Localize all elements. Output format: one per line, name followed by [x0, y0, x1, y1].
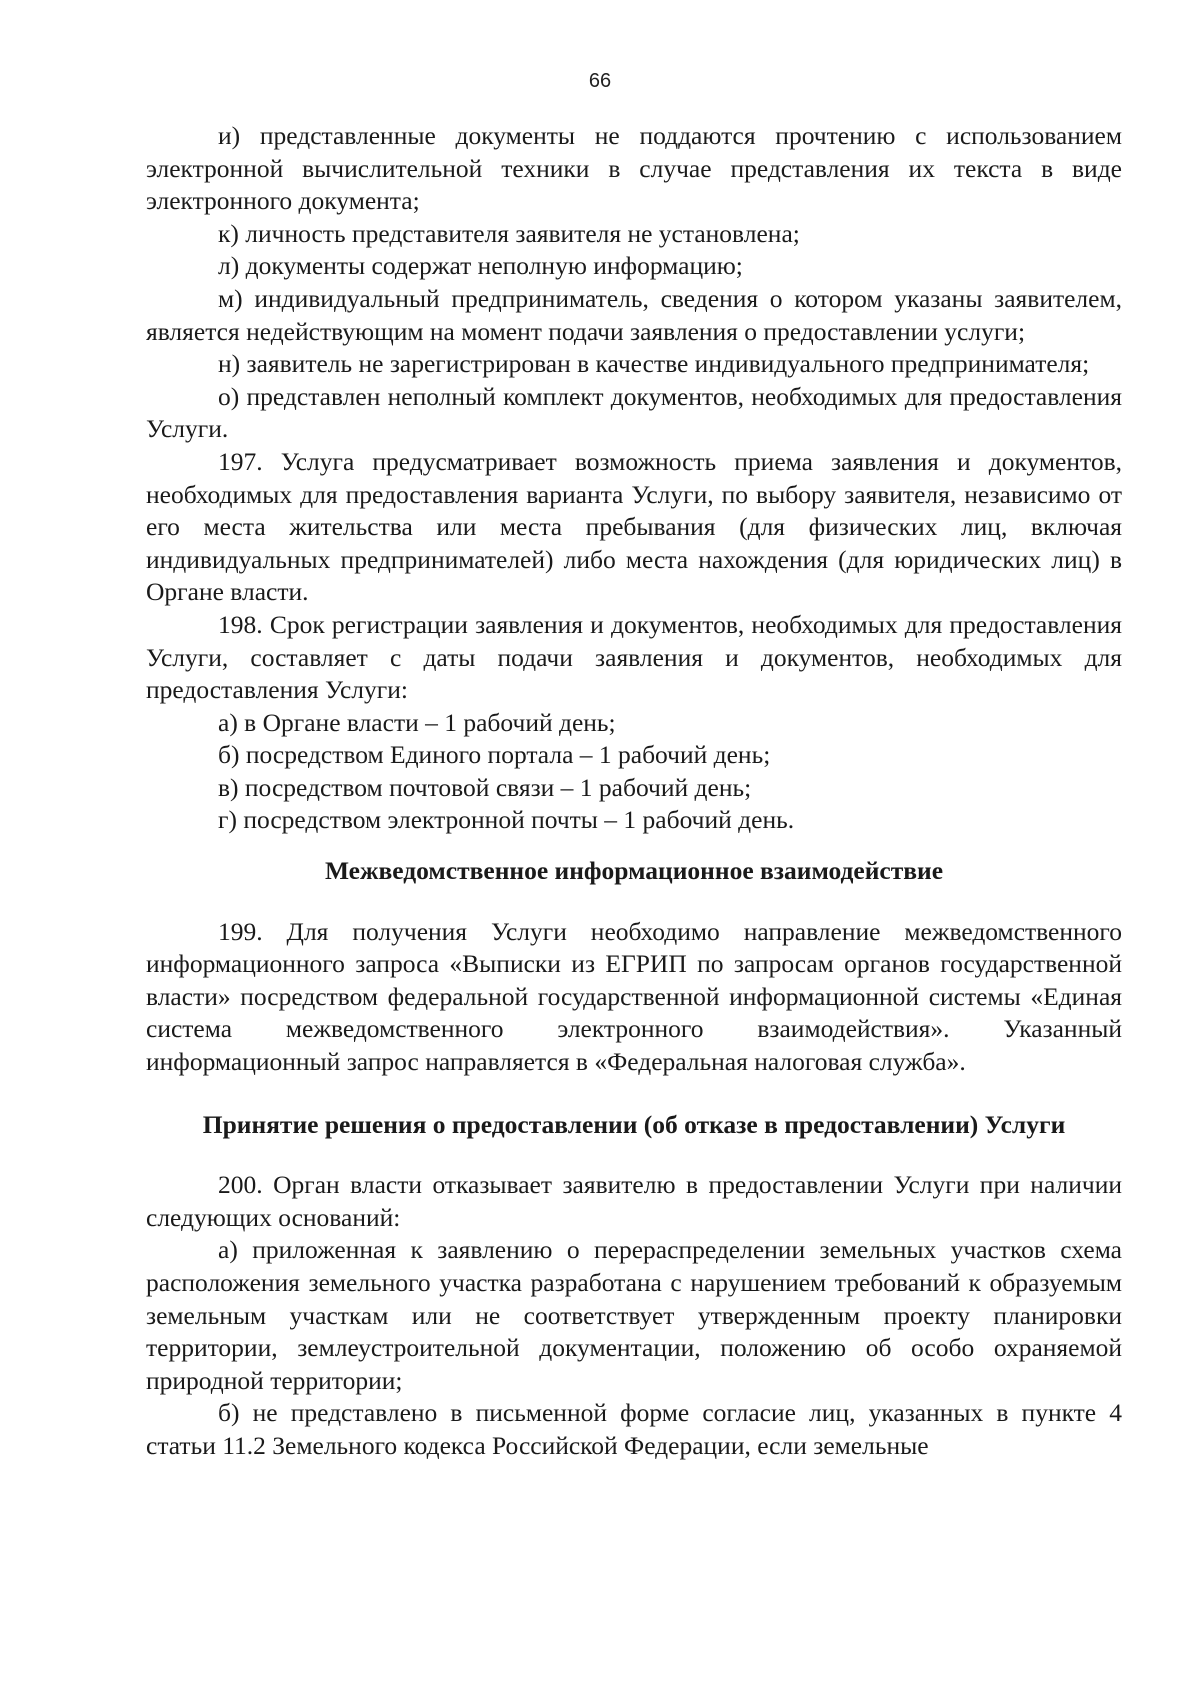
- paragraph-197: 197. Услуга предусматривает возможность приема заявления и документов, необходимых для предоставления варианта Услуги, по выбору заявителя, независимо от его места жительства или места пребывания (для физических лиц, включая индивидуальных предпринимателей) либо места нахождения (для юридических лиц) в Органе власти.: [146, 446, 1122, 607]
- paragraph-200-b: б) не представлено в письменной форме согласие лиц, указанных в пункте 4 статьи 11.2 Земельного кодекса Российской Федерации, если земельные: [146, 1398, 1122, 1460]
- paragraph-198: 198. Срок регистрации заявления и документов, необходимых для предоставления Услуги, составляет с даты подачи заявления и документов, необходимых для предоставления Услуги:: [146, 609, 1122, 705]
- paragraph-n: н) заявитель не зарегистрирован в качестве индивидуального предпринимателя;: [218, 349, 1090, 379]
- section-heading-interagency: Межведомственное информационное взаимодействие: [324, 856, 944, 886]
- paragraph-199: 199. Для получения Услуги необходимо направление межведомственного информационного запроса «Выписки из ЕГРИП по запросам органов государственной власти» посредством федеральной государственной информационной системы «Единая система межведомственного электронного взаимодействия». Указанный информационный запрос направляется в «Федеральная налоговая служба».: [146, 916, 1122, 1077]
- paragraph-m: м) индивидуальный предприниматель, сведения о котором указаны заявителем, является недействующим на момент подачи заявления о предоставлении услуги;: [146, 283, 1122, 346]
- page-number: 66: [588, 70, 612, 92]
- paragraph-198-g: г) посредством электронной почты – 1 рабочий день.: [218, 805, 795, 835]
- paragraph-200-a: а) приложенная к заявлению о перераспределении земельных участков схема расположения земельного участка разработана с нарушением требований к образуемым земельным участкам или не соответствует утвержденным проекту планировки территории, землеустроительной документации, положению об особо охраняемой природной территории;: [146, 1235, 1122, 1395]
- paragraph-198-b: б) посредством Единого портала – 1 рабочий день;: [218, 740, 771, 770]
- paragraph-i: и) представленные документы не поддаются прочтению с использованием электронной вычислительной техники в случае представления их текста в виде электронного документа;: [146, 121, 1122, 216]
- document-body: [146, 120, 1122, 1463]
- paragraph-l: л) документы содержат неполную информацию;: [218, 251, 743, 281]
- paragraph-198-a: а) в Органе власти – 1 рабочий день;: [218, 707, 616, 737]
- paragraph-198-v: в) посредством почтовой связи – 1 рабочий день;: [218, 772, 752, 802]
- paragraph-200: 200. Орган власти отказывает заявителю в предоставлении Услуги при наличии следующих оснований:: [146, 1170, 1122, 1232]
- section-heading-decision: Принятие решения о предоставлении (об отказе в предоставлении) Услуги: [202, 1109, 1066, 1139]
- paragraph-k: к) личность представителя заявителя не установлена;: [218, 218, 800, 248]
- paragraph-o: о) представлен неполный комплект документов, необходимых для предоставления Услуги.: [146, 381, 1122, 444]
